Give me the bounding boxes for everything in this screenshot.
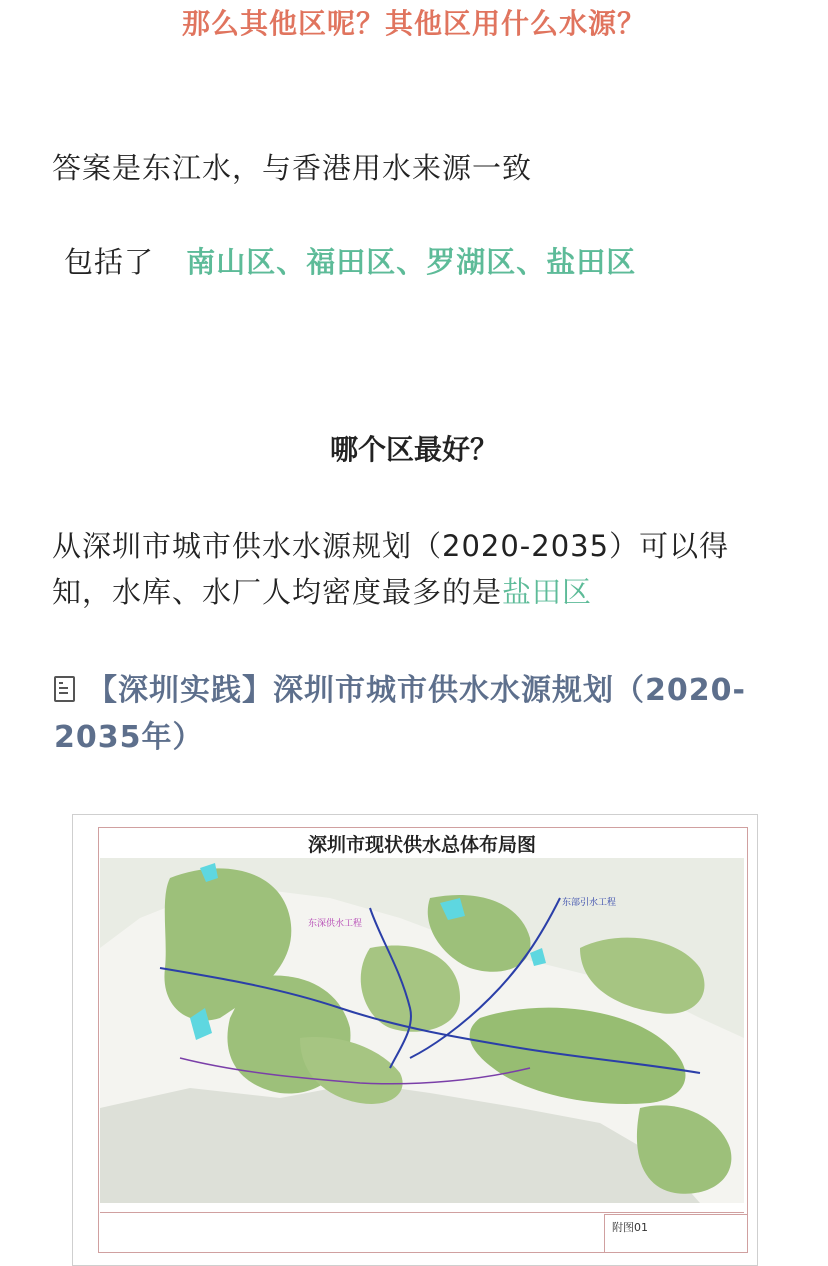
map-footer-divider <box>100 1212 744 1213</box>
article-link[interactable] <box>54 665 746 709</box>
body-line-1: 从深圳市城市供水水源规划（2020-2035）可以得 <box>52 529 730 563</box>
map-caption: 附图01 <box>612 1221 648 1234</box>
label-dongshen: 东深供水工程 <box>308 919 363 929</box>
highlight-district: 盐田区 <box>502 575 593 609</box>
answer-line: 答案是东江水，与香港用水来源一致 <box>52 151 533 185</box>
body-line-2 <box>52 570 592 611</box>
document-icon <box>54 676 75 702</box>
district-list: 南山区、福田区、罗湖区、盐田区 <box>186 245 637 279</box>
districts-line <box>64 240 636 281</box>
article-link-line-1[interactable]: 【深圳实践】深圳市城市供水水源规划（2020- <box>87 673 746 708</box>
includes-label: 包括了 <box>64 245 155 279</box>
map-image <box>100 858 744 1203</box>
label-dongbu: 东部引水工程 <box>562 898 617 908</box>
section-title: 哪个区最好？ <box>329 433 498 466</box>
article-link-line-2[interactable]: 2035年） <box>54 720 204 755</box>
body-line-2-prefix: 知，水库、水厂人均密度最多的是 <box>52 575 503 609</box>
map-title: 深圳市现状供水总体布局图 <box>307 834 536 856</box>
section-question: 那么其他区呢？其他区用什么水源？ <box>181 7 646 40</box>
